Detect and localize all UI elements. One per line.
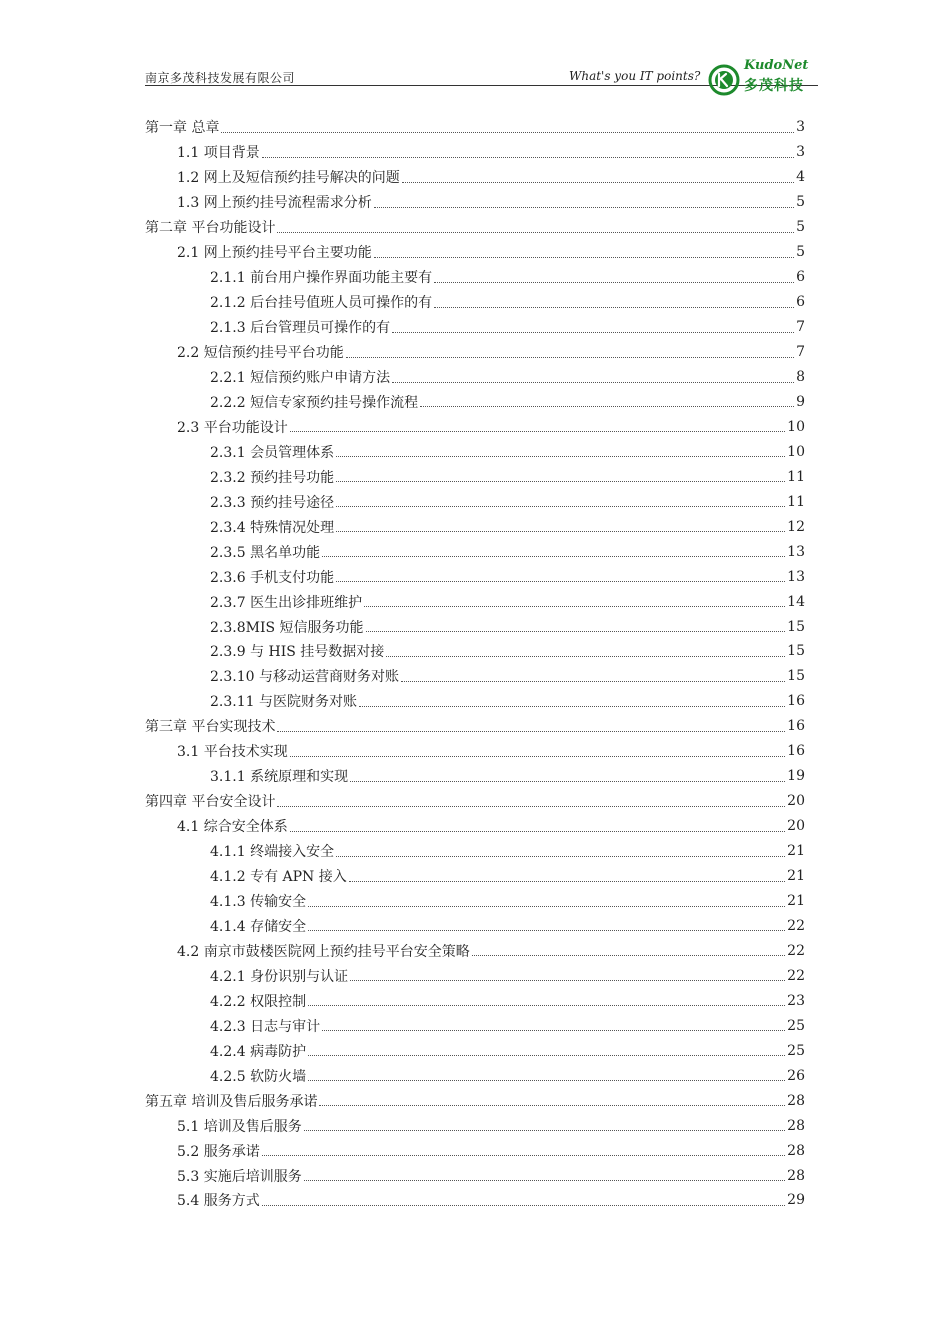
toc-entry-title: 4.2 南京市鼓楼医院网上预约挂号平台安全策略 xyxy=(177,943,470,960)
toc-entry-title: 2.3.3 预约挂号途径 xyxy=(210,494,335,511)
toc-dot-leader xyxy=(221,132,794,133)
toc-entry-page: 21 xyxy=(787,893,805,910)
toc-dot-leader xyxy=(434,307,794,308)
toc-entry-title: 2.2 短信预约挂号平台功能 xyxy=(177,345,344,362)
toc-entry-page: 16 xyxy=(787,718,805,735)
toc-entry-page: 10 xyxy=(787,418,805,435)
toc-entry-title: 4.2.4 病毒防护 xyxy=(210,1043,307,1060)
toc-dot-leader xyxy=(366,631,786,632)
toc-entry-title: 2.2.1 短信预约账户申请方法 xyxy=(210,370,391,386)
kudonet-logo-icon xyxy=(708,64,740,96)
toc-entry[interactable] xyxy=(145,1013,805,1038)
toc-dot-leader xyxy=(346,357,794,358)
toc-entry[interactable] xyxy=(145,140,805,165)
toc-entry-page: 25 xyxy=(787,1042,805,1059)
toc-entry-page: 6 xyxy=(796,269,805,286)
toc-entry-title: 2.3.11 与医院财务对账 xyxy=(210,694,357,711)
toc-dot-leader xyxy=(336,531,785,532)
toc-entry[interactable] xyxy=(145,839,805,864)
toc-entry-title: 4.1.4 存储安全 xyxy=(210,918,307,935)
toc-entry-page: 25 xyxy=(787,1017,805,1034)
toc-entry-page: 9 xyxy=(796,393,805,410)
toc-dot-leader xyxy=(336,581,785,582)
toc-dot-leader xyxy=(364,606,785,607)
toc-entry[interactable] xyxy=(145,938,805,963)
toc-dot-leader xyxy=(350,980,785,981)
toc-dot-leader xyxy=(277,806,785,807)
toc-entry-page: 16 xyxy=(787,743,805,760)
kudonet-logo xyxy=(708,60,818,98)
toc-dot-leader xyxy=(402,182,794,183)
toc-entry-page: 15 xyxy=(787,668,805,685)
toc-entry-title: 4.1.1 终端接入安全 xyxy=(210,844,335,861)
toc-entry[interactable] xyxy=(145,265,805,290)
toc-entry-page: 20 xyxy=(787,818,805,835)
logo-text-en: KudoNet xyxy=(744,58,809,73)
toc-entry[interactable] xyxy=(145,389,805,414)
toc-entry-title: 2.1 网上预约挂号平台主要功能 xyxy=(177,245,372,262)
toc-entry-title: 3.1.1 系统原理和实现 xyxy=(210,769,349,786)
toc-entry-title: 第四章 平台安全设计 xyxy=(145,794,276,811)
toc-dot-leader xyxy=(336,506,785,507)
toc-entry[interactable] xyxy=(145,564,805,589)
toc-entry-title: 2.1.2 后台挂号值班人员可操作的有 xyxy=(210,295,433,312)
toc-entry-title: 2.3.9 与 HIS 挂号数据对接 xyxy=(210,644,385,661)
toc-entry[interactable] xyxy=(145,764,805,789)
toc-entry-title: 4.1 综合安全体系 xyxy=(177,819,288,836)
toc-dot-leader xyxy=(304,1130,785,1131)
table-of-contents xyxy=(145,115,805,1213)
toc-entry[interactable] xyxy=(145,365,805,390)
toc-entry-page: 16 xyxy=(787,693,805,710)
toc-entry-page: 7 xyxy=(796,344,805,361)
toc-entry[interactable] xyxy=(145,1088,805,1113)
toc-dot-leader xyxy=(336,481,785,482)
toc-entry-page: 14 xyxy=(787,593,805,610)
toc-dot-leader xyxy=(322,556,785,557)
toc-entry-page: 22 xyxy=(787,917,805,934)
toc-entry-title: 2.3.8MIS 短信服务功能 xyxy=(210,619,364,636)
toc-entry-page: 29 xyxy=(787,1192,805,1209)
toc-entry-title: 2.1.3 后台管理员可操作的有 xyxy=(210,320,391,337)
toc-entry[interactable] xyxy=(145,1063,805,1088)
toc-entry-title: 5.4 服务方式 xyxy=(177,1193,260,1210)
toc-entry[interactable] xyxy=(145,190,805,215)
toc-entry[interactable] xyxy=(145,814,805,839)
toc-entry-page: 3 xyxy=(796,144,805,161)
toc-dot-leader xyxy=(350,781,785,782)
toc-entry-page: 10 xyxy=(787,443,805,460)
toc-entry[interactable] xyxy=(145,664,805,689)
toc-dot-leader xyxy=(308,1005,785,1006)
toc-dot-leader xyxy=(262,157,794,158)
toc-entry[interactable] xyxy=(145,539,805,564)
toc-entry-title: 4.2.1 身份识别与认证 xyxy=(210,968,349,985)
toc-entry[interactable] xyxy=(145,165,805,190)
toc-entry-title: 4.1.3 传输安全 xyxy=(210,894,307,911)
toc-entry-page: 21 xyxy=(787,843,805,860)
toc-entry-page: 28 xyxy=(787,1167,805,1184)
toc-entry[interactable] xyxy=(145,1038,805,1063)
toc-entry-page: 22 xyxy=(787,967,805,984)
toc-dot-leader xyxy=(336,456,785,457)
toc-dot-leader xyxy=(359,706,785,707)
toc-entry-title: 第二章 平台功能设计 xyxy=(145,220,276,237)
toc-entry-title: 4.2.5 软防火墙 xyxy=(210,1068,307,1085)
toc-entry[interactable] xyxy=(145,489,805,514)
toc-entry-title: 2.3.10 与移动运营商财务对账 xyxy=(210,669,399,686)
toc-entry-page: 15 xyxy=(787,643,805,660)
toc-entry-title: 1.3 网上预约挂号流程需求分析 xyxy=(177,195,372,212)
toc-entry-title: 2.3.1 会员管理体系 xyxy=(210,444,335,461)
toc-entry-title: 3.1 平台技术实现 xyxy=(177,744,288,761)
toc-dot-leader xyxy=(374,257,794,258)
toc-entry[interactable] xyxy=(145,115,805,140)
toc-entry[interactable] xyxy=(145,689,805,714)
toc-entry-title: 1.1 项目背景 xyxy=(177,145,260,162)
toc-entry-title: 5.3 实施后培训服务 xyxy=(177,1168,302,1185)
toc-entry-page: 12 xyxy=(787,518,805,535)
toc-entry[interactable] xyxy=(145,789,805,814)
toc-dot-leader xyxy=(262,1205,785,1206)
logo-text-cn: 多茂科技 xyxy=(744,78,804,94)
toc-entry-page: 11 xyxy=(787,493,805,510)
toc-entry[interactable] xyxy=(145,1163,805,1188)
toc-entry[interactable] xyxy=(145,714,805,739)
toc-dot-leader xyxy=(277,731,785,732)
toc-entry-page: 26 xyxy=(787,1067,805,1084)
toc-dot-leader xyxy=(392,382,794,383)
toc-entry[interactable] xyxy=(145,514,805,539)
toc-entry-title: 5.2 服务承诺 xyxy=(177,1143,260,1160)
toc-entry-title: 2.3 平台功能设计 xyxy=(177,419,288,436)
toc-entry[interactable] xyxy=(145,340,805,365)
toc-entry-page: 13 xyxy=(787,543,805,560)
toc-entry-title: 第五章 培训及售后服务承诺 xyxy=(145,1093,318,1110)
toc-entry-title: 2.3.6 手机支付功能 xyxy=(210,569,335,586)
toc-entry[interactable] xyxy=(145,1138,805,1163)
toc-entry-page: 28 xyxy=(787,1117,805,1134)
toc-dot-leader xyxy=(308,1055,785,1056)
toc-entry[interactable] xyxy=(145,1113,805,1138)
toc-entry-title: 2.2.2 短信专家预约挂号操作流程 xyxy=(210,394,419,411)
toc-entry-page: 5 xyxy=(796,219,805,236)
toc-entry-title: 1.2 网上及短信预约挂号解决的问题 xyxy=(177,170,400,187)
toc-entry[interactable] xyxy=(145,439,805,464)
toc-entry-title: 2.3.2 预约挂号功能 xyxy=(210,469,335,486)
toc-entry-title: 4.2.2 权限控制 xyxy=(210,993,307,1010)
toc-entry-page: 21 xyxy=(787,868,805,885)
toc-entry[interactable] xyxy=(145,988,805,1013)
toc-entry[interactable] xyxy=(145,589,805,614)
toc-dot-leader xyxy=(349,881,785,882)
toc-entry-page: 7 xyxy=(796,319,805,336)
toc-entry-title: 第三章 平台实现技术 xyxy=(145,719,276,736)
toc-entry[interactable] xyxy=(145,963,805,988)
toc-entry-title: 2.3.4 特殊情况处理 xyxy=(210,519,335,536)
toc-dot-leader xyxy=(308,930,785,931)
toc-entry-page: 19 xyxy=(787,768,805,785)
toc-entry[interactable] xyxy=(145,639,805,664)
toc-entry[interactable] xyxy=(145,215,805,240)
toc-dot-leader xyxy=(304,1180,785,1181)
toc-entry-page: 5 xyxy=(796,244,805,261)
toc-entry-page: 15 xyxy=(787,618,805,635)
toc-entry-title: 5.1 培训及售后服务 xyxy=(177,1118,302,1135)
toc-entry-page: 5 xyxy=(796,194,805,211)
toc-dot-leader xyxy=(472,955,785,956)
toc-entry-page: 23 xyxy=(787,992,805,1009)
toc-entry[interactable] xyxy=(145,414,805,439)
toc-dot-leader xyxy=(336,856,785,857)
toc-entry-page: 28 xyxy=(787,1092,805,1109)
toc-entry[interactable] xyxy=(145,1188,805,1213)
toc-entry[interactable] xyxy=(145,914,805,939)
toc-dot-leader xyxy=(308,906,785,907)
toc-entry-page: 13 xyxy=(787,568,805,585)
toc-entry-page: 6 xyxy=(796,294,805,311)
toc-dot-leader xyxy=(277,232,794,233)
toc-dot-leader xyxy=(308,1080,785,1081)
toc-entry-title: 4.1.2 专有 APN 接入 xyxy=(210,869,347,886)
toc-entry[interactable] xyxy=(145,739,805,764)
toc-entry-title: 2.3.7 医生出诊排班维护 xyxy=(210,594,363,611)
toc-entry-title: 第一章 总章 xyxy=(145,120,220,137)
toc-dot-leader xyxy=(322,1030,785,1031)
toc-entry[interactable] xyxy=(145,614,805,639)
slogan: What's you IT points? xyxy=(569,69,701,83)
toc-dot-leader xyxy=(290,756,785,757)
toc-entry-page: 8 xyxy=(796,369,805,385)
toc-entry[interactable] xyxy=(145,889,805,914)
toc-entry[interactable] xyxy=(145,864,805,889)
toc-dot-leader xyxy=(290,831,785,832)
toc-dot-leader xyxy=(374,207,794,208)
toc-entry-page: 28 xyxy=(787,1142,805,1159)
toc-dot-leader xyxy=(319,1105,785,1106)
toc-dot-leader xyxy=(401,681,785,682)
toc-dot-leader xyxy=(262,1155,785,1156)
toc-entry[interactable] xyxy=(145,464,805,489)
toc-entry-title: 2.3.5 黑名单功能 xyxy=(210,544,321,561)
toc-entry-page: 20 xyxy=(787,793,805,810)
toc-entry-title: 2.1.1 前台用户操作界面功能主要有 xyxy=(210,270,433,287)
toc-entry-page: 4 xyxy=(796,169,805,186)
toc-entry-page: 3 xyxy=(796,119,805,136)
toc-dot-leader xyxy=(420,406,794,407)
toc-dot-leader xyxy=(434,282,794,283)
toc-dot-leader xyxy=(392,332,794,333)
toc-entry-page: 11 xyxy=(787,468,805,485)
toc-entry[interactable] xyxy=(145,240,805,265)
toc-entry[interactable] xyxy=(145,290,805,315)
toc-entry[interactable] xyxy=(145,315,805,340)
toc-dot-leader xyxy=(386,656,785,657)
toc-entry-title: 4.2.3 日志与审计 xyxy=(210,1018,321,1035)
toc-dot-leader xyxy=(290,431,785,432)
toc-entry-page: 22 xyxy=(787,942,805,959)
company-name: 南京多茂科技发展有限公司 xyxy=(145,71,296,85)
